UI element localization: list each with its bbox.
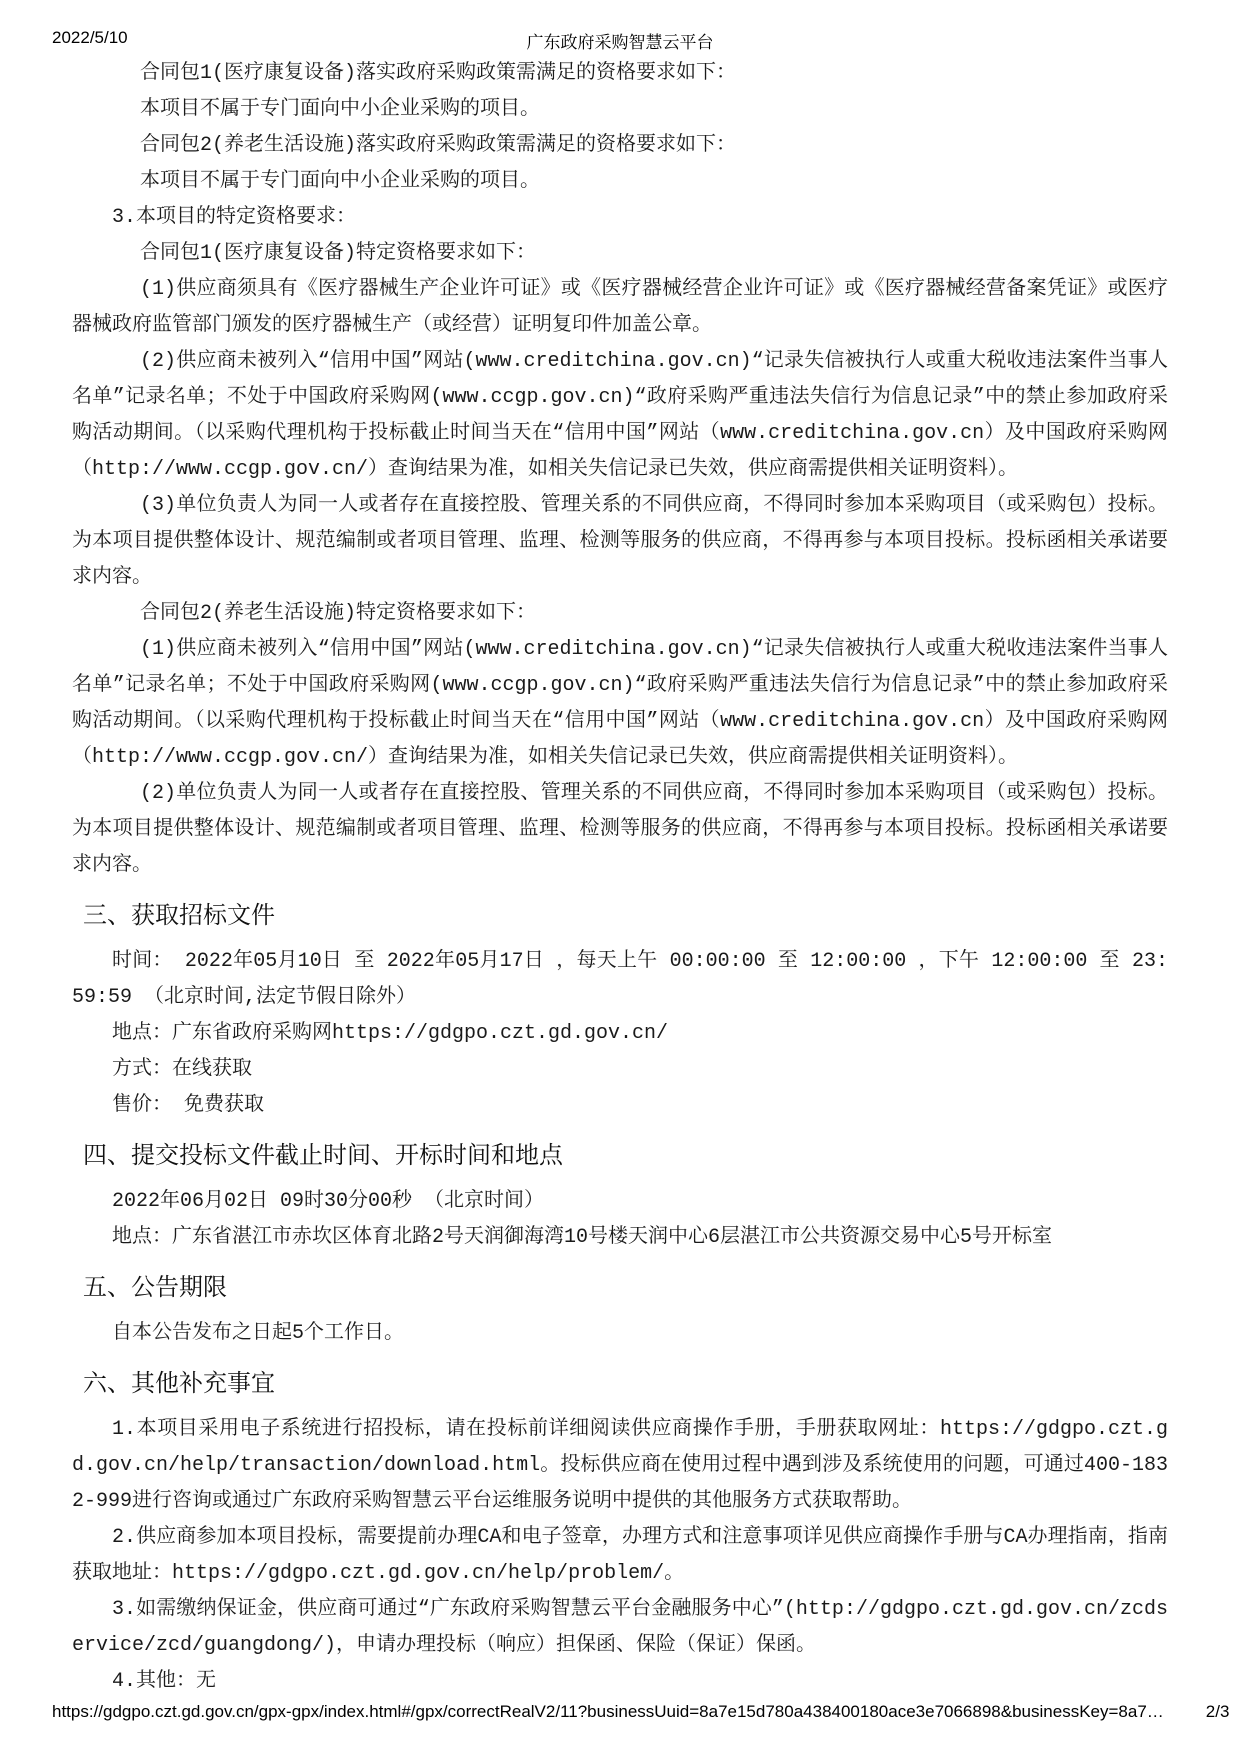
- obtain-documents-method: 方式：在线获取: [112, 1058, 252, 1081]
- section-heading-obtain-documents: 三、获取招标文件: [83, 904, 275, 931]
- package2-specific-item-2: (2)单位负责人为同一人或者存在直接控股、管理关系的不同供应商，不得同时参加本采购项目（或采购包）投标。为本项目提供整体设计、规范编制或者项目管理、监理、检测等服务的供应商，不得再参与本项目投标。投标函相关承诺要求内容。: [72, 782, 1168, 877]
- page-footer: [52, 1702, 1230, 1722]
- document-body: [72, 56, 1168, 1700]
- package1-specific-title: 合同包1(医疗康复设备)特定资格要求如下：: [140, 242, 537, 265]
- bid-submission-deadline: 2022年06月02日 09时30分00秒 （北京时间）: [112, 1190, 545, 1213]
- obtain-documents-time: 时间： 2022年05月10日 至 2022年05月17日 ，每天上午 00:00:00 至 12:00:00 ，下午 12:00:00 至 23:59:59 （北京时间,法定节假日除外）: [72, 950, 1168, 1009]
- other-matters-item-3: 3.如需缴纳保证金，供应商可通过“广东政府采购智慧云平台金融服务中心”(http://gdgpo.czt.gd.gov.cn/zcdservice/zcd/guangdong/)，申请办理投标（响应）担保函、保险（保证）保函。: [72, 1598, 1168, 1657]
- package1-policy-requirement-note: 本项目不属于专门面向中小企业采购的项目。: [140, 98, 540, 121]
- obtain-documents-location: 地点：广东省政府采购网https://gdgpo.czt.gd.gov.cn/: [112, 1022, 669, 1045]
- section-heading-bid-submission: 四、提交投标文件截止时间、开标时间和地点: [83, 1144, 563, 1171]
- footer-url: https://gdgpo.czt.gd.gov.cn/gpx-gpx/index.html#/gpx/correctRealV2/11?businessUuid=8a7e15d780a438400180ace3e7066898&businessKey=8a7…: [52, 1702, 1164, 1721]
- other-matters-item-2: 2.供应商参加本项目投标，需要提前办理CA和电子签章，办理方式和注意事项详见供应商操作手册与CA办理指南，指南获取地址：https://gdgpo.czt.gd.gov.cn/help/problem/。: [72, 1526, 1168, 1585]
- specific-requirements-title: 3.本项目的特定资格要求：: [112, 206, 357, 229]
- package1-specific-item-3: (3)单位负责人为同一人或者存在直接控股、管理关系的不同供应商，不得同时参加本采购项目（或采购包）投标。为本项目提供整体设计、规范编制或者项目管理、监理、检测等服务的供应商，不得再参与本项目投标。投标函相关承诺要求内容。: [72, 494, 1168, 589]
- package1-policy-requirement-title: 合同包1(医疗康复设备)落实政府采购政策需满足的资格要求如下：: [140, 62, 737, 85]
- footer-page-number: 2/3: [1205, 1702, 1230, 1721]
- package1-specific-item-2: (2)供应商未被列入“信用中国”网站(www.creditchina.gov.cn)“记录失信被执行人或重大税收违法案件当事人名单”记录名单；不处于中国政府采购网(www.ccgp.gov.cn)“政府采购严重违法失信行为信息记录”中的禁止参加政府采购活动期间。（以采购代理机构于投标截止时间当天在“信用中国”网站（www.creditchina.gov.cn）及中国政府采购网（http://www.ccgp.gov.cn/）查询结果为准，如相关失信记录已失效，供应商需提供相关证明资料）。: [72, 350, 1168, 481]
- header-title: 广东政府采购智慧云平台: [526, 33, 714, 52]
- other-matters-item-1: 1.本项目采用电子系统进行招投标，请在投标前详细阅读供应商操作手册，手册获取网址：https://gdgpo.czt.gd.gov.cn/help/transaction/download.html。投标供应商在使用过程中遇到涉及系统使用的问题，可通过400-1832-999进行咨询或通过广东政府采购智慧云平台运维服务说明中提供的其他服务方式获取帮助。: [72, 1418, 1168, 1513]
- package2-specific-item-1: (1)供应商未被列入“信用中国”网站(www.creditchina.gov.cn)“记录失信被执行人或重大税收违法案件当事人名单”记录名单；不处于中国政府采购网(www.ccgp.gov.cn)“政府采购严重违法失信行为信息记录”中的禁止参加政府采购活动期间。（以采购代理机构于投标截止时间当天在“信用中国”网站（www.creditchina.gov.cn）及中国政府采购网（http://www.ccgp.gov.cn/）查询结果为准，如相关失信记录已失效，供应商需提供相关证明资料）。: [72, 638, 1168, 769]
- section-heading-announcement-period: 五、公告期限: [83, 1276, 227, 1303]
- bid-submission-location: 地点：广东省湛江市赤坎区体育北路2号天润御海湾10号楼天润中心6层湛江市公共资源交易中心5号开标室: [112, 1226, 1053, 1249]
- header-date: 2022/5/10: [52, 28, 128, 47]
- page-header: [52, 28, 1188, 52]
- package2-policy-requirement-title: 合同包2(养老生活设施)落实政府采购政策需满足的资格要求如下：: [140, 134, 737, 157]
- package2-specific-title: 合同包2(养老生活设施)特定资格要求如下：: [140, 602, 537, 625]
- section-heading-other-matters: 六、其他补充事宜: [83, 1372, 275, 1399]
- other-matters-item-4: 4.其他：无: [112, 1670, 217, 1693]
- package2-policy-requirement-note: 本项目不属于专门面向中小企业采购的项目。: [140, 170, 540, 193]
- announcement-period-text: 自本公告发布之日起5个工作日。: [112, 1322, 405, 1345]
- package1-specific-item-1: (1)供应商须具有《医疗器械生产企业许可证》或《医疗器械经营企业许可证》或《医疗器械经营备案凭证》或医疗器械政府监管部门颁发的医疗器械生产（或经营）证明复印件加盖公章。: [72, 278, 1168, 337]
- obtain-documents-price: 售价： 免费获取: [112, 1094, 265, 1117]
